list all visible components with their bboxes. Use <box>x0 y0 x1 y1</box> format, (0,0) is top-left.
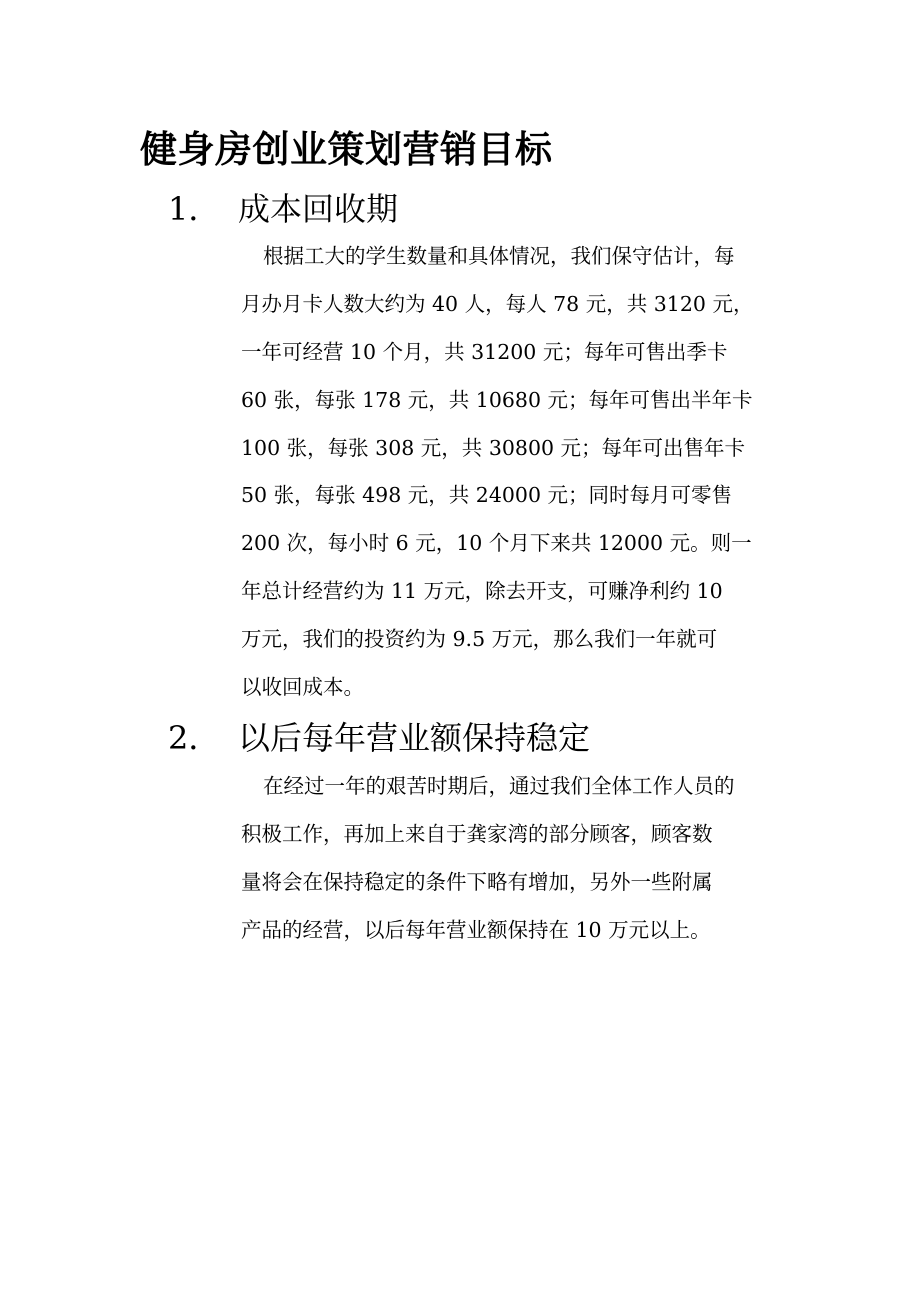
paragraph-line: 产品的经营，以后每年营业额保持在 10 万元以上。 <box>241 917 711 942</box>
paragraph-line: 根据工大的学生数量和具体情况，我们保守估计，每 <box>263 244 735 268</box>
section-body-stable-revenue <box>241 763 735 955</box>
page-title: 健身房创业策划营销目标 <box>140 128 553 171</box>
section-number: 1． <box>168 190 221 228</box>
paragraph-line: 月办月卡人数大约为 40 人，每人 78 元，共 3120 元， <box>241 291 754 316</box>
section-heading-stable-revenue <box>168 713 590 763</box>
paragraph-line: 100 张，每张 308 元，共 30800 元；每年可出售年卡 <box>241 435 746 460</box>
section-number: 2． <box>168 719 221 757</box>
section-title: 成本回收期 <box>238 190 399 228</box>
paragraph-line: 以收回成本。 <box>241 675 364 700</box>
section-title: 以后每年营业额保持稳定 <box>238 719 591 757</box>
paragraph-line: 60 张，每张 178 元，共 10680 元；每年可售出半年卡 <box>241 387 753 412</box>
paragraph-line: 积极工作，再加上来自于龚家湾的部分顾客，顾客数 <box>241 821 713 846</box>
paragraph-line: 量将会在保持稳定的条件下略有增加，另外一些附属 <box>241 869 713 894</box>
paragraph-line: 在经过一年的艰苦时期后，通过我们全体工作人员的 <box>263 774 735 798</box>
paragraph-line: 年总计经营约为 11 万元，除去开支，可赚净利约 10 <box>241 579 723 604</box>
paragraph-line: 50 张，每张 498 元，共 24000 元；同时每月可零售 <box>241 483 733 508</box>
section-body-cost-recovery <box>241 233 753 712</box>
paragraph-line: 万元，我们的投资约为 9.5 万元，那么我们一年就可 <box>241 627 718 652</box>
paragraph-line: 一年可经营 10 个月，共 31200 元；每年可售出季卡 <box>241 339 728 364</box>
section-heading-cost-recovery <box>168 184 398 234</box>
paragraph-line: 200 次，每小时 6 元，10 个月下来共 12000 元。则一 <box>241 531 752 556</box>
